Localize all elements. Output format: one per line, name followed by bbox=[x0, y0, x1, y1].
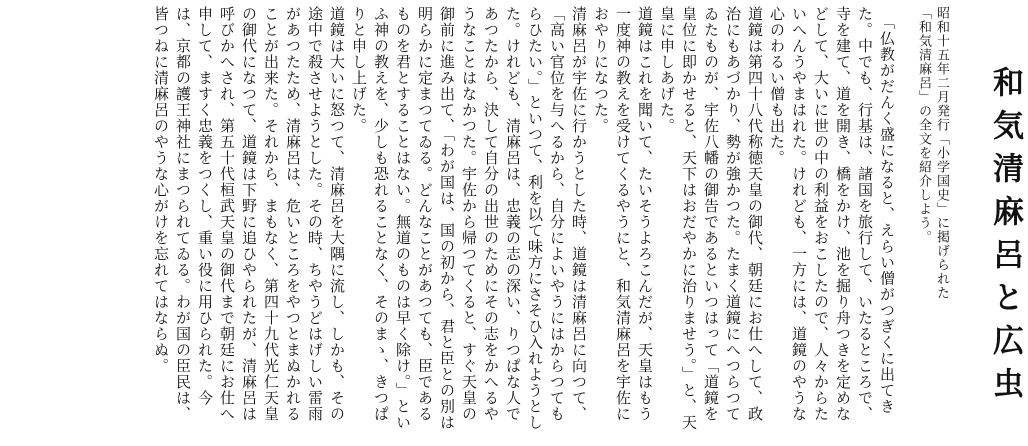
paragraph: 道鏡はこれを聞いて、たいそうよろこんだが、天皇はもう一度神の教えを受けてくるやうにと、和気清麻呂を宇佐におやりになつた。 bbox=[592, 6, 654, 422]
intro-line: 昭和十五年二月発行「小学国史」に掲げられた bbox=[934, 6, 949, 300]
paragraph: 道鏡は第四十八代称徳天皇の御代、朝廷にお仕へして、政治にもあづかり、勢が強かつた。たまく道鏡にへつらつてゐたものが、宇佐八幡の御告であるといつはって「道鏡を皇位に即かせると、天下はおだやかに治りませう。」と、天皇に申しあげた。 bbox=[658, 6, 764, 431]
paragraph: 清麻呂が宇佐に行かうとした時、道鏡は清麻呂に向つて、「高い官位を与へるから、自分によいやうにはからつてもらひたい。」といつて、利を以て味方にさそひ入れようとした。けれども、清麻呂は、忠義の志の深い、りつぱな人であつたから、決して自分の出世のためにその志をかへるやうなことはなかつた。宇佐から帰つてくると、すぐ天皇の御前に進み出て、「わが国は、国の初から、君と臣との別は明らかに定まつてゐる。どんなことがあつても、臣であるものを君とすることはない。無道のものは早く除け。」といふ神の教えを、少しも恐れることなく、そのまゝ、きつぱりと申し上げた。 bbox=[350, 6, 588, 431]
intro-note bbox=[914, 6, 950, 300]
intro-line: 「和気清麻呂」の全文を紹介しよう。 bbox=[916, 6, 931, 244]
page-title: 和気清麻呂と広虫 bbox=[987, 66, 1023, 410]
paragraph: 道鏡は大いに怒つて、清麻呂を大隅に流し、しかも、その途中で殺させようとした。その時、ちやうどはげしい雷雨があつたため、清麻呂は、危いところをやつとまぬかれることが出来た。それから、まもなく、第四十九代光仁天皇の御代になつて、道鏡は下野に追ひやられたが、清麻呂は呼びかへされ、第五十代桓武天皇の御代まで朝廷にお仕へ申して、ますく忠義をつくし、重い役に用ひられた。今は、京都の護王神社にまつられてゐる。わが国の臣民は、皆つねに清麻呂のやうな心がけを忘れてはならぬ。 bbox=[152, 6, 346, 422]
body-text bbox=[150, 6, 898, 436]
paragraph: 「仏教がだんく盛になると、えらい僧がつぎくに出てきた。中でも、行基は、諸国を旅行して、いたるところで、寺を建て、道を開き、橋をかけ、池を掘り舟つきを定めなどして、大いに世の中の利益をおこしたので、人々からたいへんうやまはれた。けれども、一方には、道鏡のやうな心のわるい僧も出た。 bbox=[768, 6, 896, 422]
